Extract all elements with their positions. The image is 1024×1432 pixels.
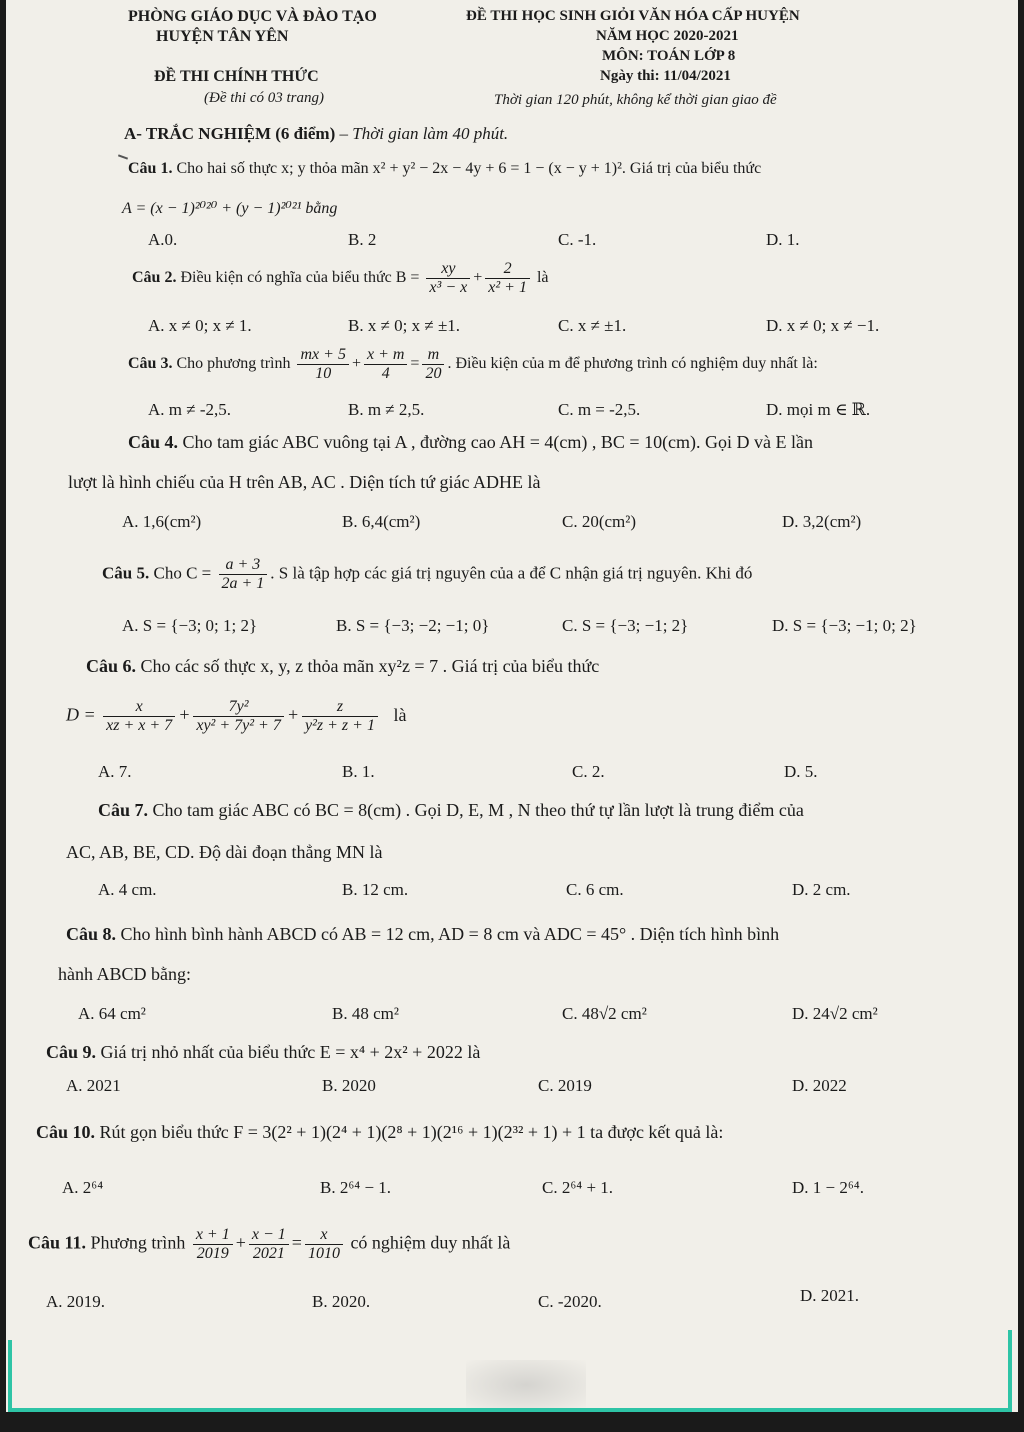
- question-11-option-b: B. 2020.: [312, 1292, 371, 1311]
- question-6-expression: D = $\frac{x}{xz + x + 7}$ + $\frac{\text{7y²}}{\text{xy² + 7y² + 7}}$ + $\frac{z}{\text{y²z + z + 1}}$ là: [66, 698, 407, 734]
- fraction-numerator: x − 1: [249, 1226, 289, 1245]
- question-10-option-c: C. 2⁶⁴ + 1.: [542, 1178, 614, 1197]
- question-2-fraction-2: [485, 260, 530, 297]
- fraction-denominator: xz + x + 7: [106, 717, 173, 734]
- question-6-text: Cho các số thực x, y, z thỏa mãn xy²z = 7 . Giá trị của biểu thức: [136, 656, 600, 676]
- question-9-option-d: D. 2022: [792, 1076, 847, 1095]
- question-2-fraction-1: [426, 260, 470, 297]
- question-5-option-b: B. S = {−3; −2; −1; 0}: [336, 616, 490, 635]
- question-10-text: Rút gọn biểu thức F = 3(2² + 1)(2⁴ + 1)(2⁸ + 1)(2¹⁶ + 1)(2³² + 1) + 1 ta được kết quả là:: [95, 1122, 724, 1142]
- question-3-option-a: A. m ≠ -2,5.: [148, 400, 231, 419]
- fraction-numerator: mx + 5: [297, 346, 348, 365]
- question-8-option-d: D. 24√2 cm²: [792, 1004, 878, 1023]
- pen-mark: [118, 154, 128, 159]
- question-11-label: Câu 11.: [28, 1232, 87, 1253]
- frame-edge-bottom: [8, 1408, 1012, 1412]
- question-4-line-1: [128, 432, 813, 453]
- fraction-denominator: 4: [381, 365, 390, 382]
- question-4-text: Cho tam giác ABC vuông tại A , đường cao AH = 4(cm) , BC = 10(cm). Gọi D và E lần: [178, 432, 814, 452]
- question-5-option-d: D. S = {−3; −1; 0; 2}: [772, 616, 917, 635]
- question-5-fraction: [219, 556, 268, 593]
- question-3-suffix: . Điều kiện của m để phương trình có nghiệm duy nhất là:: [447, 355, 818, 373]
- question-5-suffix: . S là tập hợp các giá trị nguyên của a để C nhận giá trị nguyên. Khi đó: [270, 563, 753, 583]
- department-name: PHÒNG GIÁO DỤC VÀ ĐÀO TẠO: [128, 8, 377, 25]
- question-8-option-a: A. 64 cm²: [78, 1004, 146, 1023]
- question-1-option-a: A.0.: [148, 230, 178, 249]
- question-8-line-1: [66, 924, 779, 945]
- question-4-line-2: lượt là hình chiếu của H trên AB, AC . Diện tích tứ giác ADHE là: [68, 472, 541, 492]
- question-6-fraction-3: [302, 698, 378, 735]
- question-8-label: Câu 8.: [66, 924, 117, 944]
- question-9-label: Câu 9.: [46, 1042, 97, 1062]
- fraction-denominator: 2a + 1: [221, 575, 265, 592]
- question-11-fraction-2: [249, 1226, 289, 1263]
- fraction-denominator: x³ − x: [429, 279, 468, 296]
- question-1-option-c: C. -1.: [558, 230, 597, 249]
- fraction-denominator: 20: [425, 365, 442, 382]
- question-11-line-1: Câu 11. Phương trình $\frac{x + 1}{2019}$ + $\frac{x - 1}{2021}$ = $\frac{x}{1010}$ có nghiệm duy nhất là: [28, 1226, 511, 1262]
- question-11-fraction-3: [305, 1226, 343, 1263]
- question-1-text: Cho hai số thực x; y thỏa mãn x² + y² − 2x − 4y + 6 = 1 − (x − y + 1)². Giá trị của biểu thức: [172, 160, 762, 177]
- fraction-denominator: x² + 1: [488, 279, 527, 296]
- section-duration: – Thời gian làm 40 phút.: [335, 124, 509, 143]
- question-2-option-b: B. x ≠ 0; x ≠ ±1.: [348, 316, 461, 335]
- question-7-option-a: A. 4 cm.: [98, 880, 157, 899]
- question-11-option-a: A. 2019.: [46, 1292, 106, 1311]
- question-8-option-b: B. 48 cm²: [332, 1004, 399, 1023]
- school-year: NĂM HỌC 2020-2021: [596, 28, 739, 44]
- official-exam-label: ĐỀ THI CHÍNH THỨC: [154, 68, 319, 85]
- question-10-option-b: B. 2⁶⁴ − 1.: [320, 1178, 392, 1197]
- question-6-option-c: C. 2.: [572, 762, 605, 781]
- question-7-option-b: B. 12 cm.: [342, 880, 409, 899]
- district-name: HUYỆN TÂN YÊN: [156, 28, 289, 45]
- question-2-text: Điều kiện có nghĩa của biểu thức B =: [176, 269, 420, 287]
- question-8-text: Cho hình bình hành ABCD có AB = 12 cm, AD = 8 cm và ADC = 45° . Diện tích hình bình: [116, 924, 780, 944]
- question-6-suffix: là: [393, 704, 407, 725]
- question-3-fraction-3: [422, 346, 444, 383]
- question-4-option-b: B. 6,4(cm²): [342, 512, 421, 531]
- question-4-option-a: A. 1,6(cm²): [122, 512, 202, 531]
- question-3-label: Câu 3.: [128, 355, 173, 373]
- question-5-option-a: A. S = {−3; 0; 1; 2}: [122, 616, 258, 635]
- question-2-option-c: C. x ≠ ±1.: [558, 316, 627, 335]
- question-6-fraction-1: [103, 698, 175, 735]
- question-10-label: Câu 10.: [36, 1122, 96, 1142]
- question-2-option-a: A. x ≠ 0; x ≠ 1.: [148, 316, 252, 335]
- page-count-note: (Đề thi có 03 trang): [204, 90, 324, 106]
- question-11-suffix: có nghiệm duy nhất là: [345, 1232, 511, 1253]
- question-10-line-1: [36, 1122, 723, 1143]
- question-6-label: Câu 6.: [86, 656, 137, 676]
- question-2-suffix: là: [532, 269, 549, 287]
- question-2-label: Câu 2.: [132, 269, 177, 287]
- question-11-fraction-1: [193, 1226, 233, 1263]
- question-1-line-1: [128, 160, 761, 178]
- fraction-numerator: 7y²: [193, 698, 284, 717]
- question-3-option-b: B. m ≠ 2,5.: [348, 400, 425, 419]
- question-7-option-d: D. 2 cm.: [792, 880, 851, 899]
- fraction-numerator: x + 1: [193, 1226, 233, 1245]
- question-3-text: Cho phương trình: [172, 355, 291, 373]
- section-title: A- TRẮC NGHIỆM (6 điểm): [124, 124, 336, 143]
- question-10-option-a: A. 2⁶⁴: [62, 1178, 104, 1197]
- question-6-line-1: [86, 656, 599, 677]
- question-1-line-2: A = (x − 1)²⁰²⁰ + (y − 1)²⁰²¹ bằng: [122, 200, 338, 217]
- fraction-numerator: xy: [426, 260, 470, 279]
- question-1-option-b: B. 2: [348, 230, 377, 249]
- fraction-numerator: z: [302, 698, 378, 717]
- exam-date: Ngày thi: 11/04/2021: [600, 68, 731, 84]
- question-1-label: Câu 1.: [128, 160, 173, 177]
- question-7-option-c: C. 6 cm.: [566, 880, 624, 899]
- question-3-fraction-1: [297, 346, 348, 383]
- question-4-option-c: C. 20(cm²): [562, 512, 637, 531]
- question-7-line-1: [98, 800, 804, 821]
- question-10-option-d: D. 1 − 2⁶⁴.: [792, 1178, 864, 1197]
- section-heading: [124, 124, 508, 144]
- question-9-text: Giá trị nhỏ nhất của biểu thức E = x⁴ + 2x² + 2022 là: [96, 1042, 481, 1062]
- fraction-numerator: x: [103, 698, 175, 717]
- question-2-line-1: Câu 2. Điều kiện có nghĩa của biểu thức B = $\frac{xy}{\text{x³ − x}}$ + $\frac{2}{\text{x² + 1}}$ là: [132, 260, 549, 296]
- question-5-option-c: C. S = {−3; −1; 2}: [562, 616, 689, 635]
- question-5-line-1: [102, 556, 752, 593]
- question-11-option-c: C. -2020.: [538, 1292, 602, 1311]
- question-3-line-1: Câu 3. Cho phương trình $\frac{mx + 5}{10}$ + $\frac{x + m}{4}$ = $\frac{m}{20}$ . Điều kiện của m để phương trình có nghiệm duy nhất là:: [128, 346, 818, 382]
- question-6-option-d: D. 5.: [784, 762, 818, 781]
- fraction-numerator: 2: [485, 260, 530, 279]
- frame-edge-left: [8, 1340, 12, 1412]
- frame-edge-right: [1008, 1330, 1012, 1412]
- question-4-option-d: D. 3,2(cm²): [782, 512, 862, 531]
- fraction-denominator: 2019: [196, 1245, 229, 1262]
- exam-page: [6, 0, 1018, 1412]
- fraction-denominator: 10: [315, 365, 332, 382]
- question-3-option-d: D. mọi m ∈ ℝ.: [766, 400, 871, 419]
- question-6-option-a: A. 7.: [98, 762, 132, 781]
- expression-d-label: D =: [66, 704, 96, 725]
- fraction-numerator: a + 3: [219, 556, 268, 575]
- fraction-denominator: y²z + z + 1: [305, 717, 375, 734]
- question-9-option-c: C. 2019: [538, 1076, 592, 1095]
- fraction-numerator: x: [305, 1226, 343, 1245]
- question-6-fraction-2: [193, 698, 284, 735]
- fraction-denominator: 2021: [252, 1245, 285, 1262]
- question-4-label: Câu 4.: [128, 432, 179, 452]
- subject: MÔN: TOÁN LỚP 8: [602, 48, 736, 64]
- fraction-denominator: xy² + 7y² + 7: [196, 717, 281, 734]
- question-11-option-d: D. 2021.: [800, 1286, 860, 1305]
- fraction-denominator: 1010: [307, 1245, 340, 1262]
- question-8-option-c: C. 48√2 cm²: [562, 1004, 647, 1023]
- fraction-numerator: m: [422, 346, 444, 365]
- question-2-option-d: D. x ≠ 0; x ≠ −1.: [766, 316, 880, 335]
- question-5-label: Câu 5.: [102, 563, 150, 583]
- question-9-option-b: B. 2020: [322, 1076, 376, 1095]
- question-9-line-1: [46, 1042, 480, 1063]
- question-11-text: Phương trình: [86, 1232, 186, 1253]
- question-3-option-c: C. m = -2,5.: [558, 400, 641, 419]
- question-7-line-2: AC, AB, BE, CD. Độ dài đoạn thẳng MN là: [66, 842, 383, 862]
- question-1-option-d: D. 1.: [766, 230, 800, 249]
- question-6-option-b: B. 1.: [342, 762, 375, 781]
- fraction-numerator: x + m: [364, 346, 407, 365]
- question-7-label: Câu 7.: [98, 800, 149, 820]
- question-9-option-a: A. 2021: [66, 1076, 121, 1095]
- question-7-text: Cho tam giác ABC có BC = 8(cm) . Gọi D, E, M , N theo thứ tự lần lượt là trung điểm của: [148, 800, 804, 820]
- question-8-line-2: hành ABCD bằng:: [58, 964, 191, 984]
- question-5-text: Cho C =: [149, 563, 212, 583]
- question-3-fraction-2: [364, 346, 407, 383]
- paper-smudge: [466, 1360, 586, 1410]
- exam-duration: Thời gian 120 phút, không kể thời gian giao đề: [494, 92, 777, 108]
- exam-title: ĐỀ THI HỌC SINH GIỎI VĂN HÓA CẤP HUYỆN: [466, 8, 800, 24]
